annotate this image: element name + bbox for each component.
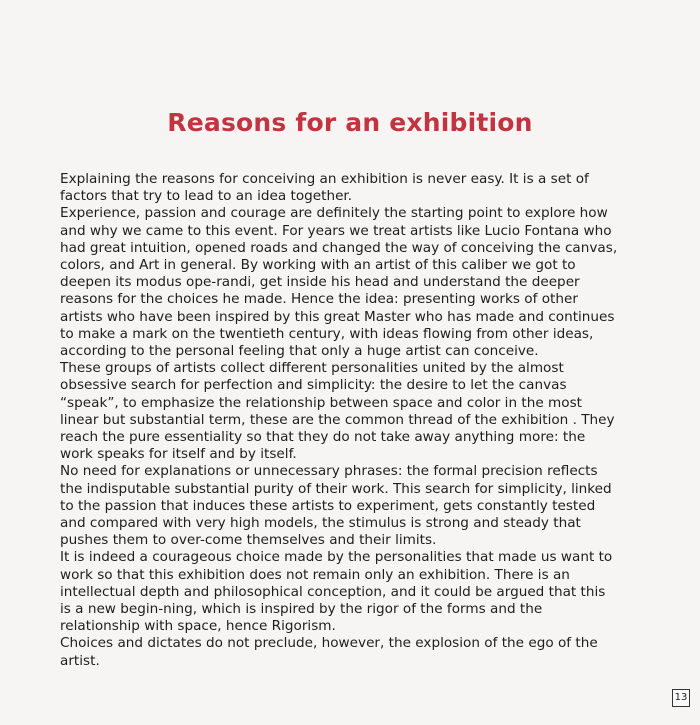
page-title: Reasons for an exhibition [167,108,533,137]
paragraph-5: It is indeed a courageous choice made by the personalities that made us want to work so that this exhibition does not remain only an exhibition. There is an intellectual depth and philosophical conception, and it could be argued that this is a new begin-ning, which is inspired by the rigor of the forms and the relationship with space, hence Rigorism. [60,549,613,635]
page-number: 13 [672,689,690,707]
body-text [60,171,620,670]
paragraph-6: Choices and dictates do not preclude, however, the explosion of the ego of the artist. [60,635,598,669]
paragraph-1: Explaining the reasons for conceiving an exhibition is never easy. It is a set of factors that try to lead to an idea together. [60,171,589,205]
paragraph-2: Experience, passion and courage are definitely the starting point to explore how and why we came to this event. For years we treat artists like Lucio Fontana who had great intuition, opened roads and changed the way of conceiving the canvas, colors, and Art in general. By working with an artist of this caliber we got to deepen its modus ope-randi, get inside his head and understand the deeper reasons for the choices he made. Hence the idea: presenting works of other artists who have been inspired by this great Master who has made and continues to make a mark on the twentieth century, with ideas flowing from other ideas, according to the personal feeling that only a huge artist can conceive. [60,205,618,360]
paragraph-3: These groups of artists collect different personalities united by the almost obsessive search for perfection and simplicity: the desire to let the canvas “speak”, to emphasize the relationship between space and color in the most linear but substantial term, these are the common thread of the exhibition . They reach the pure essentiality so that they do not take away anything more: the work speaks for itself and by itself. [60,360,615,463]
paragraph-4: No need for explanations or unnecessary phrases: the formal precision reflects the indisputable substantial purity of their work. This search for simplicity, linked to the passion that induces these artists to experiment, gets constantly tested and compared with very high models, the stimulus is strong and steady that pushes them to over-come themselves and their limits. [60,463,612,549]
